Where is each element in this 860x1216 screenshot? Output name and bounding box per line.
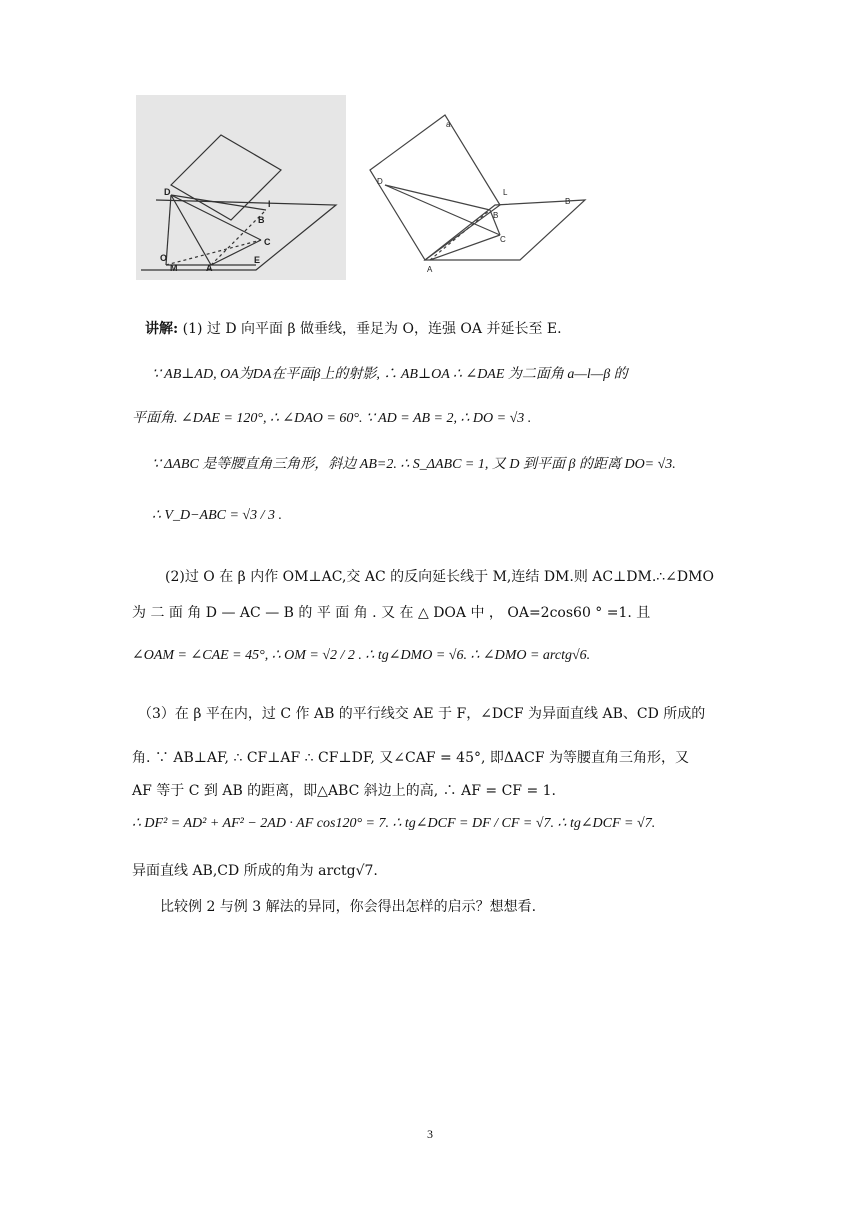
fig1-label-e: E <box>254 255 261 265</box>
solution-p14: 比较例 2 与例 3 解法的异同，你会得出怎样的启示？想想看. <box>160 899 537 915</box>
fig2-label-a: A <box>427 265 433 274</box>
solution-p11: AF 等于 C 到 AB 的距离，即△ABC 斜边上的高, ∴ AF = CF = 1. <box>132 783 556 799</box>
fig2-label-a-top: a <box>446 120 451 129</box>
fig2-label-b2: B <box>565 197 571 206</box>
solution-p4: ∵ ΔABC 是等腰直角三角形，斜边 AB=2. ∴ S_ΔABC = 1, 又 D 到平面 β 的距离 DO= √3. <box>152 457 676 472</box>
page-number: 3 <box>427 1127 433 1141</box>
fig1-label-o: O <box>160 253 168 263</box>
fig1-label-b: B <box>258 215 265 225</box>
fig1-label-a: A <box>206 263 213 273</box>
solution-p13: 异面直线 AB,CD 所成的角为 arctg√7. <box>132 863 378 879</box>
solution-p1: (1) 过 D 向平面 β 做垂线，垂足为 O，连强 OA 并延长至 E. <box>182 321 562 337</box>
fig2-label-c: C <box>500 235 506 244</box>
solution-p2: ∵ AB⊥AD, OA为DA在平面β上的射影, ∴ AB⊥OA ∴ ∠DAE 为二面角 a—l—β 的 <box>152 367 628 382</box>
fig1-label-d: D <box>164 187 171 197</box>
fig1-label-c: C <box>264 237 271 247</box>
solution-p9: （3）在 β 平在内，过 C 作 AB 的平行线交 AE 于 F，∠DCF 为异面直线 AB、CD 所成的 <box>138 706 706 722</box>
figure-right-diagram <box>355 100 595 275</box>
solution-p12: ∴ DF² = AD² + AF² − 2AD · AF cos120° = 7. ∴ tg∠DCF = DF / CF = √7. ∴ tg∠DCF = √7. <box>132 816 656 831</box>
solution-p10: 角. ∵ AB⊥AF, ∴ CF⊥AF ∴ CF⊥DF, 又∠CAF = 45°, 即ΔACF 为等腰直角三角形，又 <box>132 750 689 766</box>
fig2-label-b: B <box>493 211 499 220</box>
fig1-label-l: l <box>268 199 271 209</box>
solution-p3: 平面角. ∠DAE = 120°, ∴ ∠DAO = 60°. ∵ AD = AB = 2, ∴ DO = √3 . <box>132 411 532 426</box>
solution-label: 讲解: <box>145 321 179 337</box>
solution-line-1 <box>145 318 775 340</box>
figure-left-diagram <box>136 95 346 280</box>
solution-p7: 为 二 面 角 D — AC — B 的 平 面 角 . 又 在 △ DOA 中 ， OA=2cos60 ° =1. 且 <box>132 605 651 621</box>
solution-p5: ∴ V_D−ABC = √3 / 3 . <box>152 508 282 523</box>
fig1-label-m: M <box>170 263 178 273</box>
solution-p6: (2)过 O 在 β 内作 OM⊥AC,交 AC 的反向延长线于 M,连结 DM.则 AC⊥DM.∴∠DMO <box>165 569 714 585</box>
solution-p8: ∠OAM = ∠CAE = 45°, ∴ OM = √2 / 2 . ∴ tg∠DMO = √6. ∴ ∠DMO = arctg√6. <box>132 648 591 663</box>
fig2-label-l: L <box>503 188 508 197</box>
fig2-label-d: D <box>377 177 383 186</box>
